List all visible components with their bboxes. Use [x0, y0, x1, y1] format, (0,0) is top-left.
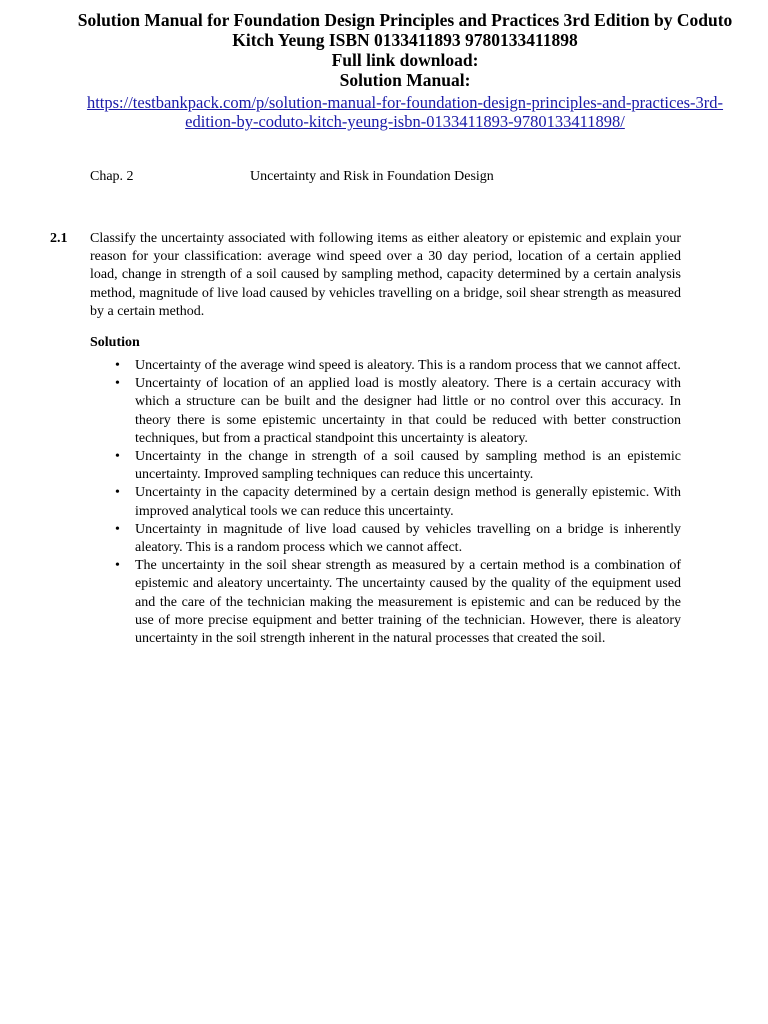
solution-item-text: The uncertainty in the soil shear strength as measured by a certain method is a combination of epistemic and aleatory uncertainty. The uncertainty caused by the quality of the equipment used and the care of the technician making the measurement is epistemic and can be reduced by the use of more precise equipment and better training of the technician. However, there is aleatory uncertainty in the soil strength inherent in the natural processes that created the soil. — [135, 558, 681, 647]
solution-item — [90, 521, 681, 557]
solution-item — [90, 484, 681, 520]
document-header — [40, 10, 768, 90]
solution-item — [90, 357, 681, 375]
bullet-icon: • — [115, 449, 120, 465]
solution-item — [90, 375, 681, 448]
header-solution-manual-label: Solution Manual: — [339, 70, 471, 90]
solution-item-text: Uncertainty in magnitude of live load caused by vehicles travelling on a bridge is inherently aleatory. This is a random process which we cannot affect. — [135, 521, 681, 556]
chapter-number: Chap. 2 — [90, 169, 134, 184]
solution-item-text: Uncertainty in the capacity determined by a certain design method is generally epistemic. With improved analytical tools we can reduce this uncertainty. — [135, 485, 681, 519]
solution-item-text: Uncertainty in the change in strength of a soil caused by sampling method is an epistemic uncertainty. Improved sampling techniques can reduce this uncertainty. — [135, 449, 681, 483]
chapter-title: Uncertainty and Risk in Foundation Design — [250, 169, 494, 184]
question-block — [50, 230, 681, 321]
download-link-line-1[interactable]: https://testbankpack.com/p/solution-manual-for-foundation-design-principles-and-practices-3rd- — [86, 93, 724, 112]
download-link-line-2[interactable]: edition-by-coduto-kitch-yeung-isbn-0133411893-9780133411898/ — [185, 112, 625, 131]
header-download-label: Full link download: — [331, 50, 479, 70]
bullet-icon: • — [115, 485, 120, 501]
solution-heading: Solution — [90, 335, 140, 350]
download-link[interactable] — [40, 93, 768, 131]
bullet-icon: • — [115, 376, 120, 392]
solution-list — [90, 357, 681, 648]
header-title-line-1: Solution Manual for Foundation Design Principles and Practices 3rd Edition by Coduto — [77, 10, 733, 30]
bullet-icon: • — [115, 558, 120, 574]
bullet-icon: • — [115, 521, 120, 537]
solution-item-text: Uncertainty of the average wind speed is aleatory. This is a random process that we cannot affect. — [135, 358, 681, 373]
solution-item-text: Uncertainty of location of an applied load is mostly aleatory. There is a certain accuracy with which a structure can be built and the designer had little or no control over this accuracy. In theory there is some epistemic uncertainty in that could be reduced with better construction techniques, but from a practical standpoint this uncertainty is aleatory. — [135, 376, 681, 446]
solution-item — [90, 448, 681, 484]
question-number: 2.1 — [50, 231, 68, 246]
question-text: Classify the uncertainty associated with following items as either aleatory or epistemic and explain your reason for your classification: average wind speed over a 30 day period, location of a certain applied load, change in strength of a soil caused by sampling method, capacity determined by a certain analysis method, magnitude of live load caused by vehicles travelling on a bridge, soil shear strength as measured by a certain method. — [90, 231, 681, 319]
bullet-icon: • — [115, 358, 120, 373]
solution-item — [90, 557, 681, 648]
header-title-line-2: Kitch Yeung ISBN 0133411893 9780133411898 — [232, 30, 578, 50]
